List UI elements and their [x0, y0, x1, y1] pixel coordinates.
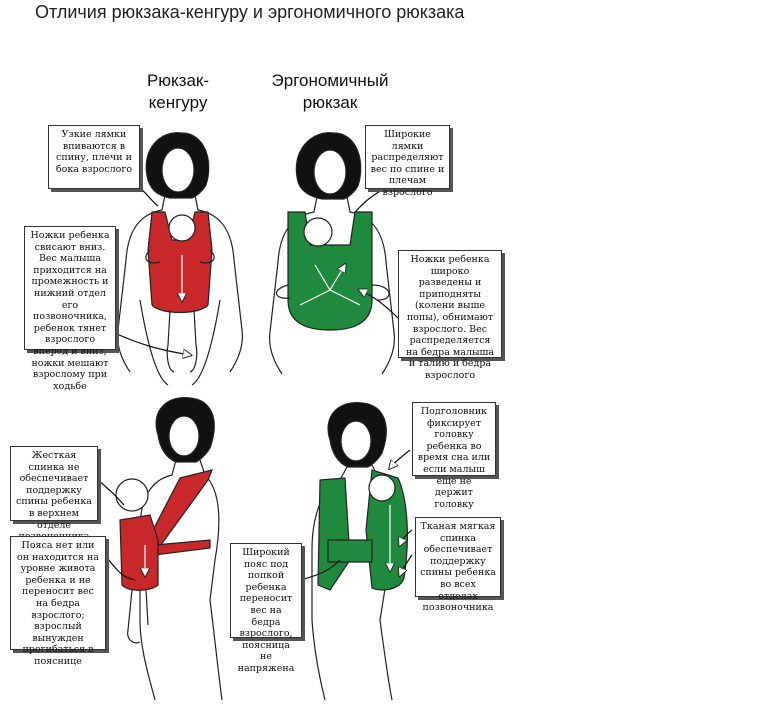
note-legs-hang: Ножки ребенка свисают вниз. Вес малыша приходится на промежность и нижний отдел его позвоночника, ребенок тянет взрослого вперед и вниз, ножки мешают взрослому при ходьбе [24, 226, 116, 350]
column-heading-ergo: Эргономичный рюкзак [271, 71, 389, 112]
column-heading-kangaroo: Рюкзак- кенгуру [146, 71, 210, 112]
note-wide-belt: Широкий пояс под попкой ребенка переносит вес на бедра взрослого, поясница не напряжена [230, 543, 302, 638]
note-wide-straps: Широкие лямки распределяют вес по спине и плечам взрослого [365, 125, 450, 189]
note-rigid-back: Жесткая спинка не обеспечивает поддержку спины ребенка в верхнем отделе [10, 446, 98, 521]
figure-side-kangaroo [116, 398, 222, 700]
note-narrow-straps: Узкие лямки впиваются в спину, плечи и бока взрослого [48, 125, 140, 189]
note-headrest: Подголовник фиксирует головку ребенка во время сна или если малыш еще не держит головку [412, 402, 496, 476]
page-title: Отличия рюкзака-кенгуру и эргономичного рюкзака [35, 2, 465, 22]
note-legs-spread: Ножки ребенка широко разведены и приподняты (колени выше попы), обнимают взрослого. Вес распределяется на бедра малыша и талию и бедра взрослого [398, 250, 502, 358]
note-soft-back: Тканая мягкая спинка обеспечивает поддержку спины ребенка во всех отделах позвоночника [415, 517, 501, 597]
note-no-belt: Пояса нет или он находится на уровне живота ребенка и не переносит вес на бедра взрослого; взрослый вынужден прогибаться в пояснице [10, 536, 106, 650]
figure-side-ergo [312, 403, 407, 700]
